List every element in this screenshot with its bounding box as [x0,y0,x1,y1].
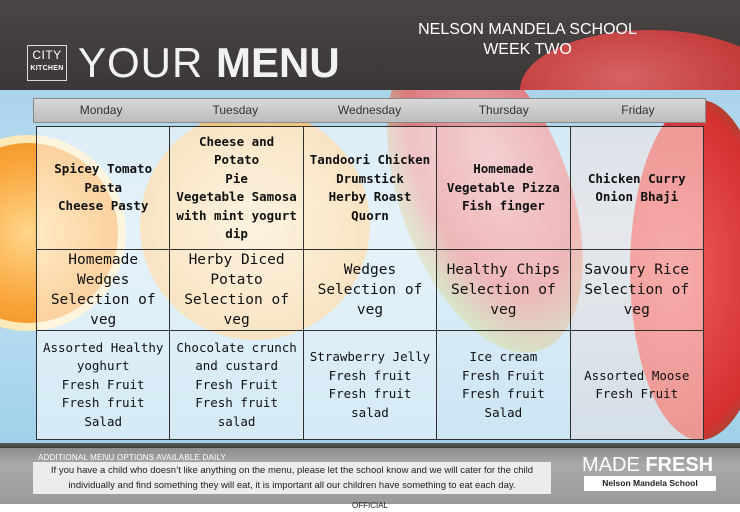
week-label: WEEK TWO [483,41,572,58]
menu-cell-tue-main: Cheese and Potato Pie Vegetable Samosa with mint yogurt dip [170,127,303,250]
page-title [78,40,340,86]
title-bold: MENU [216,39,340,86]
menu-cell-fri-side: Savoury Rice Selection of veg [570,250,703,331]
day-header-bar [33,98,706,123]
menu-cell-mon-main: Spicey Tomato Pasta Cheese Pasty [37,127,170,250]
school-name: NELSON MANDELA SCHOOL [418,21,637,38]
logo-line1: CITY [32,48,62,62]
city-kitchen-logo [27,45,67,81]
fresh-text: FRESH [645,454,714,476]
side-row [37,250,704,331]
menu-cell-fri-main: Chicken Curry Onion Bhaji [570,127,703,250]
main-course-row [37,127,704,250]
additional-options-label: ADDITIONAL MENU OPTIONS AVAILABLE DAILY [38,453,226,462]
day-wednesday: Wednesday [337,103,402,117]
dietary-notice: If you have a child who doesn’t like anything on the menu, please let the school know and we will cater for the child individually and find something they will eat, it is important all our children have something to eat each day. [33,462,551,494]
menu-cell-thu-side: Healthy Chips Selection of veg [437,250,570,331]
day-thursday: Thursday [478,103,529,117]
menu-cell-mon-side: Homemade Wedges Selection of veg [37,250,170,331]
menu-cell-fri-dessert: Assorted Moose Fresh Fruit [570,331,703,440]
classification-label: OFFICIAL [351,501,388,510]
made-fresh-logo [582,454,713,476]
menu-cell-wed-side: Wedges Selection of veg [303,250,436,331]
day-tuesday: Tuesday [212,103,259,117]
menu-cell-thu-main: Homemade Vegetable Pizza Fish finger [437,127,570,250]
menu-cell-wed-main: Tandoori Chicken Drumstick Herby Roast Quorn [303,127,436,250]
header-banner [0,0,740,90]
day-friday: Friday [621,103,655,117]
menu-cell-wed-dessert: Strawberry Jelly Fresh fruit Fresh fruit salad [303,331,436,440]
menu-cell-tue-side: Herby Diced Potato Selection of veg [170,250,303,331]
logo-line2: KITCHEN [30,65,64,72]
menu-cell-tue-dessert: Chocolate crunch and custard Fresh Fruit Fresh fruit salad [170,331,303,440]
menu-cell-mon-dessert: Assorted Healthy yoghurt Fresh Fruit Fresh fruit Salad [37,331,170,440]
day-monday: Monday [79,103,123,117]
made-text: MADE [582,454,646,476]
dessert-row [37,331,704,440]
menu-grid [36,126,704,440]
menu-cell-thu-dessert: Ice cream Fresh Fruit Fresh fruit Salad [437,331,570,440]
school-heading [410,20,645,60]
title-thin: YOUR [78,39,217,86]
school-tag: Nelson Mandela School [584,476,716,491]
